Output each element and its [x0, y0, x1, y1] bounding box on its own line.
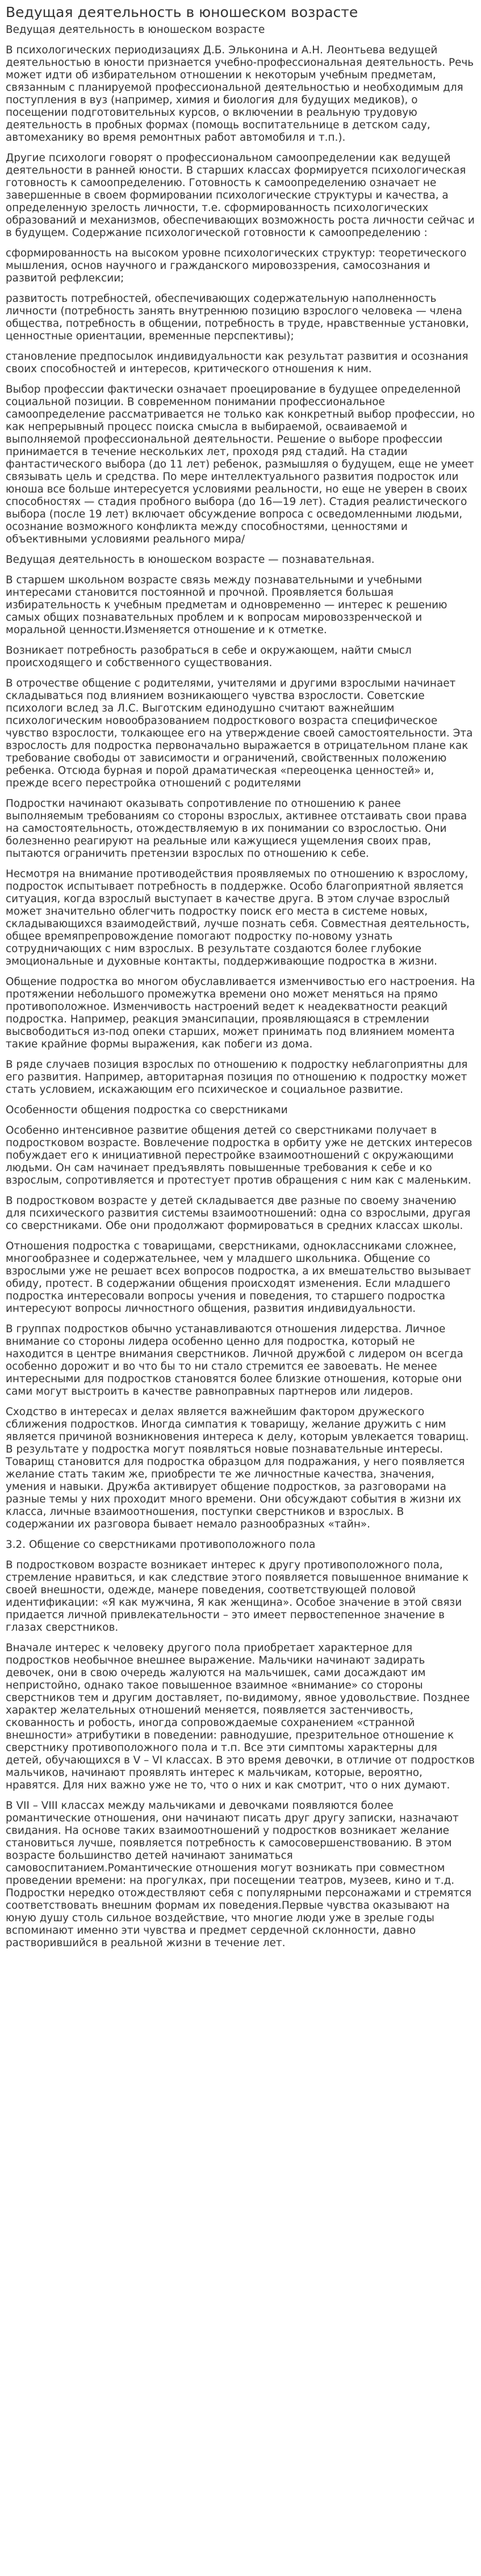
article-paragraph: В ряде случаев позиция взрослых по отношению к подростку неблагоприятны для его развития. Например, авторитарная позиция по отношению к подростку может стать условием, искажающим его психическое и социальное развитие.	[6, 1059, 468, 1096]
article-paragraph: Ведущая деятельность в юношеском возрасте — познавательная.	[6, 554, 375, 566]
article-paragraph: Возникает потребность разобраться в себе и окружающем, найти смысл происходящего и собственного существования.	[6, 645, 412, 669]
article-paragraph: В старшем школьном возрасте связь между познавательными и учебными интересами становится постоянной и прочной. Проявляется большая избирательность к учебным предметам и одновременно — интерес к решению самых общих познавательных проблем и к вопросам мировоззренческой и моральной ценности.Изменяется отношение и к отметке.	[6, 574, 447, 636]
article-paragraph: Ведущая деятельность в юношеском возрасте	[6, 24, 265, 36]
article-title: Ведущая деятельность в юношеском возрасте	[6, 4, 358, 20]
article-paragraph: Отношения подростка с товарищами, сверстниками, одноклассниками сложнее, многообразнее и содержательнее, чем у младшего школьника. Общение со взрослыми уже не решает всех вопросов подростка, а их вмешательство вызывает обиду, протест. В содержании общения происходят изменения. Если младшего подростка интересовали вопросы учения и поведения, то старшего подростка интересуют вопросы личностного общения, развития индивидуальности.	[6, 1240, 471, 1315]
article-paragraph: В психологических периодизациях Д.Б. Эльконина и А.Н. Леонтьева ведущей деятельностью в юности признается учебно-профессиональная деятельность. Речь может идти об избирательном отношении к некоторым учебным предметам, связанным с планируемой профессиональной деятельностью и необходимым для поступления в вуз (например, химия и биология для будущих медиков), о посещении подготовительных курсов, о включении в реальную трудовую деятельность в пробных формах (помощь воспитательнице в детском саду, автомеханику во время ремонтных работ автомобиля и т.п.).	[6, 44, 474, 144]
article-paragraph: 3.2. Общение со сверстниками противоположного пола	[6, 1539, 316, 1551]
article-paragraph: сформированность на высоком уровне психологических структур: теоретического мышления, основ научного и гражданского мировоззрения, самосознания и развитой рефлексии;	[6, 247, 467, 284]
article-paragraph: В подростковом возрасте возникает интерес к другу противоположного пола, стремление нравиться, и как следствие этого появляется повышенное внимание к своей внешности, одежде, манере поведения, соответствующей половой идентификации: «Я как мужчина, Я как женщина». Особое значение в этой связи придается личной привлекательности – это имеет первостепенное значение в глазах сверстников.	[6, 1559, 469, 1634]
article-paragraph: развитость потребностей, обеспечивающих содержательную наполненность личности (потребность занять внутреннюю позицию взрослого человека — члена общества, потребность в общении, потребность в труде, нравственные установки, ценностные ориентации, временные перспективы);	[6, 293, 469, 342]
article-paragraph: Особенно интенсивное развитие общения детей со сверстниками получает в подростковом возрасте. Вовлечение подростка в орбиту уже не детских интересов побуждает его к инициативной перестройке взаимоотношений с окружающими людьми. Он сам начинает предъявлять повышенные требования к себе и ко взрослым, сопротивляется и протестует против обращения с ним как с маленьким.	[6, 1125, 472, 1186]
article-paragraph: Подростки начинают оказывать сопротивление по отношению к ранее выполняемым требованиям со стороны взрослых, активнее отстаивать свои права на самостоятельность, отождествляемую в их понимании со взрослостью. Они болезненно реагируют на реальные или кажущиеся ущемления своих прав, пытаются ограничить претензии взрослых по отношению к себе.	[6, 798, 467, 860]
article-paragraph: становление предпосылок индивидуальности как результат развития и осознания своих способностей и интересов, критического отношения к ним.	[6, 351, 469, 375]
article-paragraph: В подростковом возрасте у детей складывается две разные по своему значению для психического развития системы взаимоотношений: одна со взрослыми, другая со сверстниками. Обе они продолжают формироваться в средних классах школы.	[6, 1195, 471, 1232]
article-paragraph: Другие психологи говорят о профессиональном самоопределении как ведущей деятельности в ранней юности. В старших классах формируется психологическая готовность к самоопределению. Готовность к самоопределению означает не завершенные в своем формировании психологические структуры и качества, а определенную зрелость личности, т.е. сформированность психологических образований и механизмов, обеспечивающих возможность роста личности сейчас и в будущем. Содержание психологической готовности к самоопределению :	[6, 152, 475, 239]
article-paragraph: В группах подростков обычно устанавливаются отношения лидерства. Личное внимание со стороны лидера особенно ценно для подростка, который не находится в центре внимания сверстников. Личной дружбой с лидером он всегда особенно дорожит и во что бы то ни стало стремится ее завоевать. Не менее интересными для подростков становятся более близкие отношения, которые они сами могут выстроить в качестве равноправных партнеров или лидеров.	[6, 1323, 463, 1398]
article-paragraph: В отрочестве общение с родителями, учителями и другими взрослыми начинает складываться под влиянием возникающего чувства взрослости. Советские психологи вслед за Л.С. Выготским единодушно считают важнейшим психологическим новообразованием подросткового возраста специфическое чувство взрослости, толкающее его на утверждение своей самостоятельности. Эта взрослость для подростка первоначально выражается в отрицательном плане как требование свободы от зависимости и ограничений, свойственных положению ребенка. Отсюда бурная и порой драматическая «переоценка ценностей» и, прежде всего перестройка отношений с родителями	[6, 677, 473, 789]
article-paragraph: В VII – VIII классах между мальчиками и девочками появляются более романтические отношения, они начинают писать друг другу записки, назначают свидания. На основе таких взаимоотношений у подростков возникает желание становиться лучше, появляется потребность к самосовершенствованию. В этом возрасте большинство детей начинают заниматься самовоспитанием.Романтические отношения могут возникать при совместном проведении времени: на прогулках, при посещении театров, музеев, кино и т.д. Подростки нередко отождествляют себя с популярными персонажами и стремятся соответствовать внешним формам их поведения.Первые чувства оказывают на юную душу столь сильное воздействие, что многие люди уже в зрелые годы вспоминают именно эти чувства и предмет сердечной склонности, давно растворившийся в реальной жизни в течение лет.	[6, 1800, 472, 1949]
article-paragraph: Сходство в интересах и делах является важнейшим фактором дружеского сближения подростков. Иногда симпатия к товарищу, желание дружить с ним является причиной возникновения интереса к делу, которым увлекается товарищ. В результате у подростка могут появляться новые познавательные интересы. Товарищ становится для подростка образцом для подражания, у него появляется желание стать таким же, приобрести те же личностные качества, значения, умения и навыки. Дружба активирует общение подростков, за разговорами на разные темы у них проходит много времени. Они обсуждают события в жизни их класса, личные взаимоотношения, поступки сверстников и взрослых. В содержании их разговора бывает немало разнообразных «тайн».	[6, 1406, 469, 1530]
article-paragraph: Несмотря на внимание противодействия проявляемых по отношению к взрослому, подросток испытывает потребность в поддержке. Особо благоприятной является ситуация, когда взрослый выступает в качестве друга. В этом случае взрослый может значительно облегчить подростку поиск его места в системе новых, складывающихся взаимодействий, лучше познать себя. Совместная деятельность, общее времяпрепровождение помогают подростку по-новому узнать сотрудничающих с ним взрослых. В результате создаются более глубокие эмоциональные и духовные контакты, поддерживающие подростка в жизни.	[6, 868, 470, 967]
article-paragraph: Вначале интерес к человеку другого пола приобретает характерное для подростков необычное внешнее выражение. Мальчики начинают задирать девочек, они в свою очередь жалуются на мальчишек, сами досаждают им непристойно, однако такое повышенное взаимное «внимание» со стороны сверстников тем и другим доставляет, по-видимому, явное удовольствие. Позднее характер желательных отношений меняется, появляется застенчивость, скованность и робость, иногда сопровождаемые сохранением «странной внешности» атрибутики в поведении: равнодушие, презрительное отношение к сверстнику противоположного пола и т.п. Все эти симптомы характерны для детей, обучающихся в V – VI классах. В это время девочки, в отличие от подростков мальчиков, начинают проявлять интерес к мальчикам, которые, вероятно, нравятся. Для них важно уже не то, что о них и как смотрит, что о них думают.	[6, 1642, 475, 1791]
article-paragraph: Общение подростка во многом обуславливается изменчивостью его настроения. На протяжении небольшого промежутка времени оно может меняться на прямо противоположное. Изменчивость настроений ведет к неадекватности реакций подростка. Например, реакция эмансипации, проявляющаяся в стремлении высвободиться из-под опеки старших, может принимать под влиянием момента такие крайние формы выражения, как побеги из дома.	[6, 976, 475, 1050]
article-paragraph: Выбор профессии фактически означает проецирование в будущее определенной социальной позиции. В современном понимании профессиональное самоопределение рассматривается не только как конкретный выбор профессии, но как непрерывный процесс поиска смысла в выбираемой, осваиваемой и выполняемой профессиональной деятельности. Решение о выборе профессии принимается в течение нескольких лет, проходя ряд стадий. На стадии фантастического выбора (до 11 лет) ребенок, размышляя о будущем, еще не умеет связывать цель и средства. По мере интеллектуального развития подросток или юноша все больше интересуется условиями реальности, но еще не уверен в своих способностях — стадия пробного выбора (до 16—19 лет). Стадия реалистического выбора (после 19 лет) включает обсуждение вопроса с осведомленными людьми, осознание возможного конфликта между способностями, ценностями и объективными условиями реального мира/	[6, 384, 475, 545]
article-paragraph: Особенности общения подростка со сверстниками	[6, 1104, 288, 1116]
article-body	[6, 24, 475, 1950]
